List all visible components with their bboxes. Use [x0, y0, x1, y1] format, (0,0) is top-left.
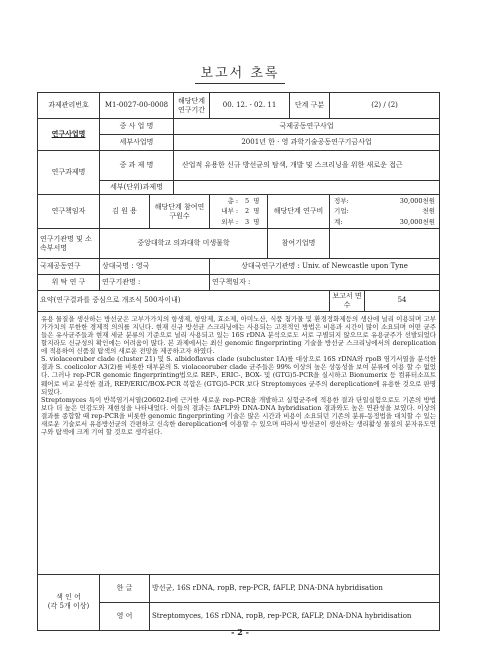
period-label: 해당단계 연구기간: [174, 93, 210, 119]
program-detail-value: 2001년 한 · 영 과학기술공동연구기금사업: [174, 135, 440, 151]
row-program-main: [38, 119, 440, 135]
fund-values: [330, 195, 440, 229]
count-row-total: 총 : 5 명: [227, 197, 260, 206]
researcher-label: 연구책임자: [38, 195, 100, 229]
row-consign: [38, 275, 440, 291]
keywords-english-value: Streptomyces, 16S rDNA, ropB, rep-PCR, fAFLP, DNA-DNA hybridisation: [150, 602, 440, 630]
title-detail-label: 세부(단위)과제명: [100, 181, 174, 195]
count-row-internal: 내부 : 2 명: [221, 207, 260, 216]
summary-paragraph-1: 유용 물질을 생산하는 방선균은 고부가가치의 항생제, 항암제, 효소제, 아미노산, 식품 첨가물 및 환경정화제등의 생산에 널리 이용되며 고부가가치의 무한한 경제적 의의를 지닌다. 현재 신규 방선균 스크리닝에는 사용되는 고전적인 방법은 비용과 시간이 많이 소요되며 어떤 균주들은 유사균주들과 현재 세균 분류의 기준으로 널리 사용되고 있는 16S rDNA 분석으로도 서로 구별되지 않으므로 유용균주가 선발되었다 할지라도 신규성의 확인에는 어려움이 많다. 본 과제에서는 최신 genomic fingerprinting 기술을 방선균 스크리닝에서의 dereplication에 적용하여 신품질 탐색의 새로운 전망을 제공하고자 하였다.: [41, 314, 437, 355]
summary-label: 요약(연구결과를 중심으로 개조식 500자이내): [38, 291, 330, 312]
report-pages-value: 54: [365, 291, 440, 312]
company-value: [330, 229, 440, 259]
summary-paragraph-2: S. violaceoruber clade (cluster 21) 및 S. albidoflavus clade (subcluster 1A)를 대상으로 16S rDNA와 rpoB 염기서열을 분석한 결과 S. coelicolor A3(2)를 비롯한 대부분의 S. violaceoruber clade 균주들은 99% 이상의 높은 상동성을 보여 분류에 이용 할 수 없었다. 그러나 rep-PCR genomic fingerprinting법으로 REP-, ERIC-, BOX- 및 (GTG)5-PCR을 실시하고 Bionumerix 등 컴퓨터소프트웨어로 비교 분석한 결과, REP/ERIC/BOX-PCR 복합은 (GTG)5-PCR 보다 Streptomyces 균주의 dereplication에 유용한 것으로 판명되었다.: [41, 355, 437, 396]
program-label: 연구사업명: [38, 119, 100, 151]
project-number-value: M1-0027-00-0008: [100, 93, 174, 119]
program-main-label: 중 사 업 명: [100, 119, 174, 135]
keywords-label: 색 인 어 (각 5개 이상): [38, 574, 100, 630]
consign-institution: 연구기관명 :: [100, 275, 210, 291]
period-value: 00. 12. - 02. 11: [210, 93, 290, 119]
stage-label: 단계 구분: [290, 93, 330, 119]
project-number-label: 과제관리번호: [38, 93, 100, 119]
summary-body: [38, 311, 440, 574]
participant-counts: [210, 195, 268, 229]
count-row-external: 외부 : 3 명: [221, 217, 260, 226]
row-summary-header: [38, 291, 440, 312]
row-researcher: [38, 195, 440, 229]
fund-row-company: 기업: 천원: [334, 207, 436, 216]
partner-country: 상대국명 : 영국: [100, 259, 210, 275]
research-title-label: 연구과제명: [38, 151, 100, 195]
report-pages-label: 보고서 면수: [330, 291, 365, 312]
consign-label: 위 탁 연 구: [38, 275, 100, 291]
row-title-main: [38, 151, 440, 181]
stage-value: (2) / (2): [330, 93, 440, 119]
fund-row-total: 계: 30,000천원: [334, 217, 436, 226]
page-number: - 2 -: [231, 627, 249, 637]
partner-institution: 상대국연구기관명 : Univ. of Newcastle upon Tyne: [210, 259, 440, 275]
participant-count-label: 해당단계 참여연구원수: [150, 195, 210, 229]
researcher-name: 김 원 용: [100, 195, 150, 229]
summary-paragraph-3: Streptomyces 특이 반복염기서열(20602-I)에 근거한 새로운 rep-PCR을 개발하고 실험균주에 적용한 결과 단일실험으로도 기존의 방법보다 더 높은 민감도와 재현성을 나타내었다. 이들의 결과는 fAFLP와 DNA-DNA hybridisation 결과와도 높은 연관성을 보였다. 이상의 결과를 종합할 때 rep-PCR을 비롯한 genomic fingerprinting 기술은 많은 시간과 비용이 소요되던 기존의 분류-동정법을 대치할 수 있는 새로운 기술로서 유용방선균의 간편하고 신속한 dereplication에 이용할 수 있으며 따라서 방선균이 생산하는 생리활성 물질의 분자유도연구와 탐색에 크게 기여 할 것으로 생각된다.: [41, 395, 437, 437]
title-detail-value: [174, 181, 440, 195]
fund-row-government: 정부: 30,000천원: [334, 197, 436, 206]
title-main-value: 산업적 유용한 신규 방선균의 탐색, 개발 및 스크리닝을 위한 새로운 접근: [174, 151, 440, 181]
doc-title: 보고서 초록: [0, 62, 480, 81]
abstract-table: [37, 92, 440, 631]
program-detail-label: 세부사업명: [100, 135, 174, 151]
title-main-label: 중 과 제 명: [100, 151, 174, 181]
fund-label: 해당단계 연구비: [268, 195, 330, 229]
company-label: 참여기업명: [268, 229, 330, 259]
row-summary-body: [38, 311, 440, 574]
row-keywords-korean: [38, 574, 440, 602]
international-label: 국제공동연구: [38, 259, 100, 275]
institution-label: 연구기관명 및 소속부서명: [38, 229, 100, 259]
keywords-korean-value: 방선균, 16S rDNA, ropB, rep-PCR, fAFLP, DNA-DNA hybridisation: [150, 574, 440, 602]
program-main-value: 국제공동연구사업: [174, 119, 440, 135]
keywords-english-label: 영 어: [100, 602, 150, 630]
row-institution: [38, 229, 440, 259]
institution-value: 중앙대학교 의과대학 미생물학: [100, 229, 268, 259]
row-project-number: [38, 93, 440, 119]
row-international: [38, 259, 440, 275]
consign-head: 연구책임자 :: [210, 275, 440, 291]
keywords-korean-label: 한 글: [100, 574, 150, 602]
